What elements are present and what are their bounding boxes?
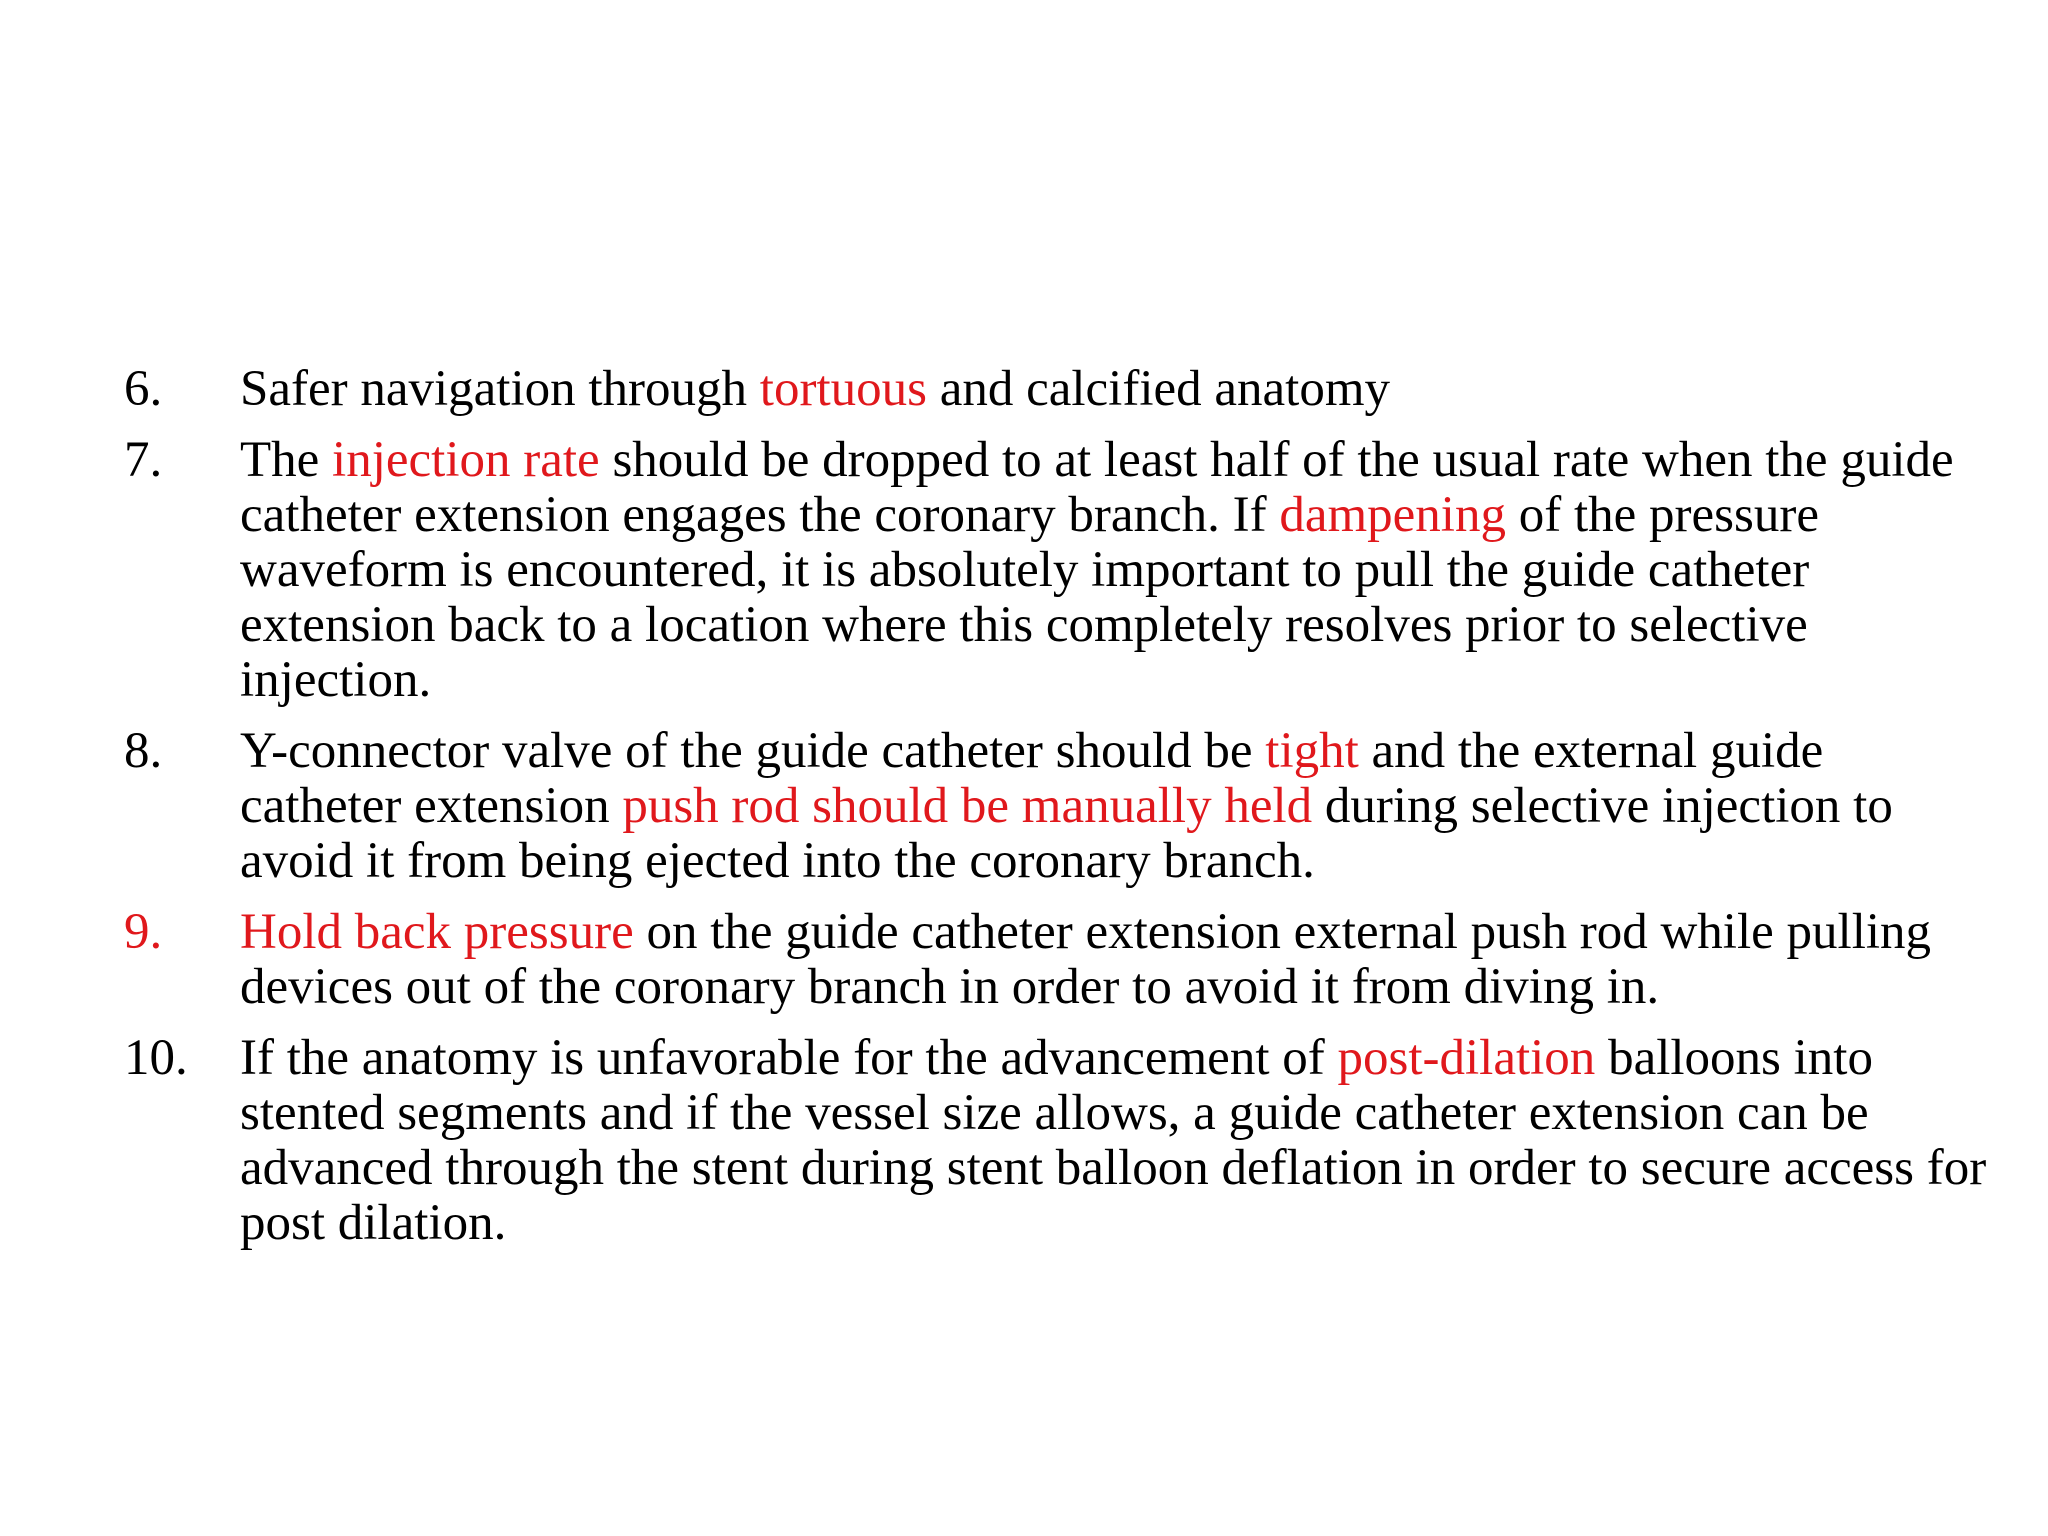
item-text xyxy=(240,724,1994,889)
list-item-10 xyxy=(124,1031,1994,1251)
highlighted-text: tortuous xyxy=(759,361,927,417)
item-number: 8. xyxy=(124,723,163,779)
list-item-7 xyxy=(124,433,1994,708)
text-segment: of the pressure waveform is encountered, it is absolutely important to pull the guide catheter extension back to a location where this completely resolves prior to selective injection. xyxy=(240,487,1819,708)
item-text xyxy=(240,362,1994,417)
list-item-8 xyxy=(124,724,1994,889)
item-text xyxy=(240,1031,1994,1251)
highlighted-text: dampening xyxy=(1279,487,1506,543)
text-segment: during selective injection to avoid it from being ejected into the coronary branch. xyxy=(240,778,1893,889)
highlighted-text: Hold back pressure xyxy=(240,904,634,960)
text-segment: and the external guide catheter extension xyxy=(240,723,1824,834)
text-segment: on the guide catheter extension external push rod while pulling devices out of the coronary branch in order to avoid it from diving in. xyxy=(240,904,1932,1015)
item-number: 7. xyxy=(124,432,163,488)
text-segment: The xyxy=(240,432,333,488)
list-item-6 xyxy=(124,362,1994,417)
text-segment: should be dropped to at least half of the usual rate when the guide catheter extension engages the coronary branch. If xyxy=(240,432,1954,543)
item-number: 9. xyxy=(124,904,163,960)
numbered-list xyxy=(124,362,1994,1267)
item-text xyxy=(240,905,1994,1015)
item-text xyxy=(240,433,1994,708)
item-number: 10. xyxy=(124,1030,188,1086)
highlighted-text: post-dilation xyxy=(1337,1030,1596,1086)
item-number: 6. xyxy=(124,361,163,417)
text-segment: Y-connector valve of the guide catheter should be xyxy=(240,723,1266,779)
text-segment: Safer navigation through xyxy=(240,361,760,417)
highlighted-text: tight xyxy=(1265,723,1359,779)
text-segment: and calcified anatomy xyxy=(926,361,1391,417)
highlighted-text: injection rate xyxy=(332,432,600,488)
text-segment: balloons into stented segments and if the vessel size allows, a guide catheter extension can be advanced through the stent during stent balloon deflation in order to secure access for post dilation. xyxy=(240,1030,1987,1251)
list-item-9 xyxy=(124,905,1994,1015)
text-segment: If the anatomy is unfavorable for the advancement of xyxy=(240,1030,1338,1086)
highlighted-text: push rod should be manually held xyxy=(622,778,1313,834)
